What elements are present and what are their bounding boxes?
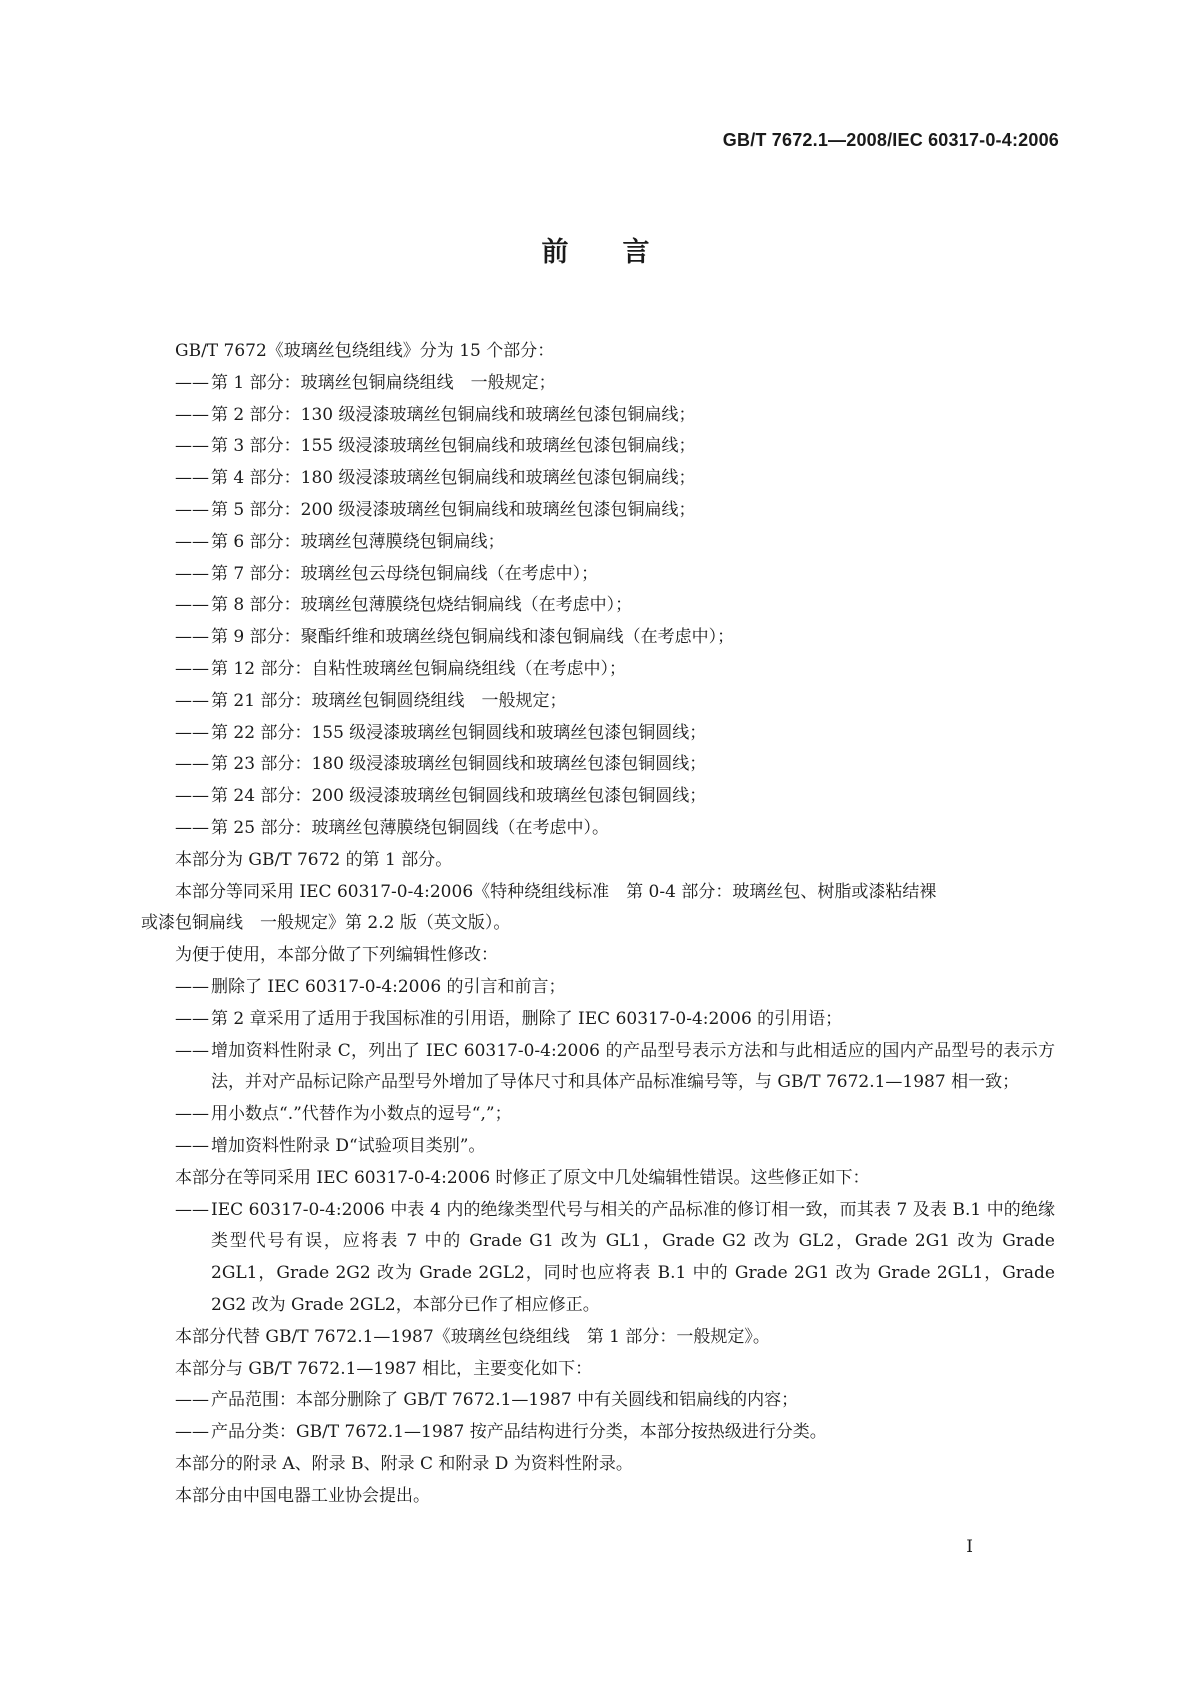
dash-marker: —— bbox=[175, 976, 209, 997]
dash-marker: —— bbox=[175, 1008, 209, 1029]
dash-marker: —— bbox=[175, 690, 209, 711]
page-number: I bbox=[966, 1537, 973, 1557]
edit-text: 删除了 IEC 60317-0-4:2006 的引言和前言； bbox=[211, 976, 566, 997]
dash-marker: —— bbox=[175, 1422, 209, 1443]
part-text: 第 22 部分：155 级浸漆玻璃丝包铜圆线和玻璃丝包漆包铜圆线； bbox=[211, 722, 707, 743]
dash-marker: —— bbox=[175, 404, 209, 425]
edit-item bbox=[175, 972, 1055, 1004]
part-item bbox=[175, 495, 1055, 527]
dash-marker: —— bbox=[175, 1104, 209, 1125]
part-item bbox=[175, 686, 1055, 718]
edit-item bbox=[175, 1099, 1055, 1131]
dash-marker: —— bbox=[175, 1040, 209, 1061]
adoption-paragraph-line1: 本部分等同采用 IEC 60317-0-4:2006《特种绕组线标准 第 0-4 部分：玻璃丝包、树脂或漆粘结裸 bbox=[175, 881, 937, 902]
part-text: 第 24 部分：200 级浸漆玻璃丝包铜圆线和玻璃丝包漆包铜圆线； bbox=[211, 786, 707, 807]
part-item bbox=[175, 622, 1055, 654]
part-text: 第 9 部分：聚酯纤维和玻璃丝绕包铜扁线和漆包铜扁线（在考虑中）； bbox=[211, 627, 735, 648]
intro-paragraph: GB/T 7672《玻璃丝包绕组线》分为 15 个部分： bbox=[175, 341, 555, 361]
dash-marker: —— bbox=[175, 1135, 209, 1156]
dash-marker: —— bbox=[175, 817, 209, 838]
part-text: 第 8 部分：玻璃丝包薄膜绕包烧结铜扁线（在考虑中）； bbox=[211, 595, 633, 616]
part-item bbox=[175, 590, 1055, 622]
dash-marker: —— bbox=[175, 563, 209, 584]
part-item bbox=[175, 749, 1055, 781]
part-item bbox=[175, 400, 1055, 432]
dash-marker: —— bbox=[175, 1199, 209, 1220]
page-title: 前 言 bbox=[541, 237, 650, 268]
change-item bbox=[175, 1385, 1055, 1417]
edit-text: 增加资料性附录 C，列出了 IEC 60317-0-4:2006 的产品型号表示方法和与此相适应的国内产品型号的表示方法，并对产品标记除产品型号外增加了导体尺寸和具体产品标准编号等，与 GB/T 7672.1—1987 相一致； bbox=[211, 1040, 1055, 1093]
dash-marker: —— bbox=[175, 372, 209, 393]
part-text: 第 7 部分：玻璃丝包云母绕包铜扁线（在考虑中）； bbox=[211, 563, 599, 584]
dash-marker: —— bbox=[175, 754, 209, 775]
dash-marker: —— bbox=[175, 468, 209, 489]
part-text: 第 1 部分：玻璃丝包铜扁绕组线 一般规定； bbox=[211, 372, 556, 393]
part-text: 第 4 部分：180 级浸漆玻璃丝包铜扁线和玻璃丝包漆包铜扁线； bbox=[211, 468, 696, 489]
edit-item bbox=[175, 1004, 1055, 1036]
correction-text: IEC 60317-0-4:2006 中表 4 内的绝缘类型代号与相关的产品标准的修订相一致，而其表 7 及表 B.1 中的绝缘类型代号有误，应将表 7 中的 Grade G1 改为 GL1，Grade G2 改为 GL2，Grade 2G1 改为 Grade 2GL1，Grade 2G2 改为 Grade 2GL2，同时也应将表 B.1 中的 Grade 2G1 改为 Grade 2GL1，Grade 2G2 改为 Grade 2GL2，本部分已作了相应修正。 bbox=[211, 1199, 1055, 1315]
part-item bbox=[175, 527, 1055, 559]
part-item bbox=[175, 559, 1055, 591]
part-text: 第 12 部分：自粘性玻璃丝包铜扁绕组线（在考虑中）； bbox=[211, 658, 626, 679]
dash-marker: —— bbox=[175, 436, 209, 457]
part-item bbox=[175, 431, 1055, 463]
part-text: 第 5 部分：200 级浸漆玻璃丝包铜扁线和玻璃丝包漆包铜扁线； bbox=[211, 499, 696, 520]
changes-intro: 本部分与 GB/T 7672.1—1987 相比，主要变化如下： bbox=[175, 1358, 593, 1379]
replace-paragraph: 本部分代替 GB/T 7672.1—1987《玻璃丝包绕组线 第 1 部分：一般规定》。 bbox=[175, 1326, 770, 1347]
part-of-paragraph: 本部分为 GB/T 7672 的第 1 部分。 bbox=[175, 849, 453, 870]
correction-item bbox=[175, 1195, 1055, 1322]
edit-text: 用小数点“.”代替作为小数点的逗号“,”； bbox=[211, 1104, 512, 1125]
dash-marker: —— bbox=[175, 627, 209, 648]
edit-item bbox=[175, 1131, 1055, 1163]
part-item bbox=[175, 463, 1055, 495]
change-item bbox=[175, 1417, 1055, 1449]
adoption-paragraph-line2: 或漆包铜扁线 一般规定》第 2.2 版（英文版）。 bbox=[141, 913, 511, 934]
part-text: 第 23 部分：180 级浸漆玻璃丝包铜圆线和玻璃丝包漆包铜圆线； bbox=[211, 754, 707, 775]
corrections-intro: 本部分在等同采用 IEC 60317-0-4:2006 时修正了原文中几处编辑性错误。这些修正如下： bbox=[175, 1167, 870, 1188]
dash-marker: —— bbox=[175, 786, 209, 807]
part-item bbox=[175, 781, 1055, 813]
part-text: 第 21 部分：玻璃丝包铜圆绕组线 一般规定； bbox=[211, 690, 567, 711]
dash-marker: —— bbox=[175, 722, 209, 743]
part-item bbox=[175, 718, 1055, 750]
edit-text: 第 2 章采用了适用于我国标准的引用语，删除了 IEC 60317-0-4:2006 的引用语； bbox=[211, 1008, 843, 1029]
part-text: 第 3 部分：155 级浸漆玻璃丝包铜扁线和玻璃丝包漆包铜扁线； bbox=[211, 436, 696, 457]
part-item bbox=[175, 368, 1055, 400]
dash-marker: —— bbox=[175, 531, 209, 552]
dash-marker: —— bbox=[175, 658, 209, 679]
annex-paragraph: 本部分的附录 A、附录 B、附录 C 和附录 D 为资料性附录。 bbox=[175, 1453, 633, 1474]
part-text: 第 6 部分：玻璃丝包薄膜绕包铜扁线； bbox=[211, 531, 505, 552]
edit-item bbox=[175, 1036, 1055, 1100]
dash-marker: —— bbox=[175, 1390, 209, 1411]
edits-intro: 为便于使用，本部分做了下列编辑性修改： bbox=[175, 945, 498, 966]
change-text: 产品分类：GB/T 7672.1—1987 按产品结构进行分类，本部分按热级进行分类。 bbox=[211, 1422, 827, 1443]
part-item bbox=[175, 654, 1055, 686]
edit-text: 增加资料性附录 D“试验项目类别”。 bbox=[211, 1135, 486, 1156]
part-text: 第 25 部分：玻璃丝包薄膜绕包铜圆线（在考虑中）。 bbox=[211, 817, 609, 838]
standard-number: GB/T 7672.1—2008/IEC 60317-0-4:2006 bbox=[722, 130, 1059, 150]
part-text: 第 2 部分：130 级浸漆玻璃丝包铜扁线和玻璃丝包漆包铜扁线； bbox=[211, 404, 696, 425]
part-item bbox=[175, 813, 1055, 845]
foreword-body bbox=[141, 336, 1055, 1512]
dash-marker: —— bbox=[175, 499, 209, 520]
proposed-paragraph: 本部分由中国电器工业协会提出。 bbox=[175, 1485, 430, 1506]
dash-marker: —— bbox=[175, 595, 209, 616]
change-text: 产品范围：本部分删除了 GB/T 7672.1—1987 中有关圆线和铝扁线的内容； bbox=[211, 1390, 799, 1411]
